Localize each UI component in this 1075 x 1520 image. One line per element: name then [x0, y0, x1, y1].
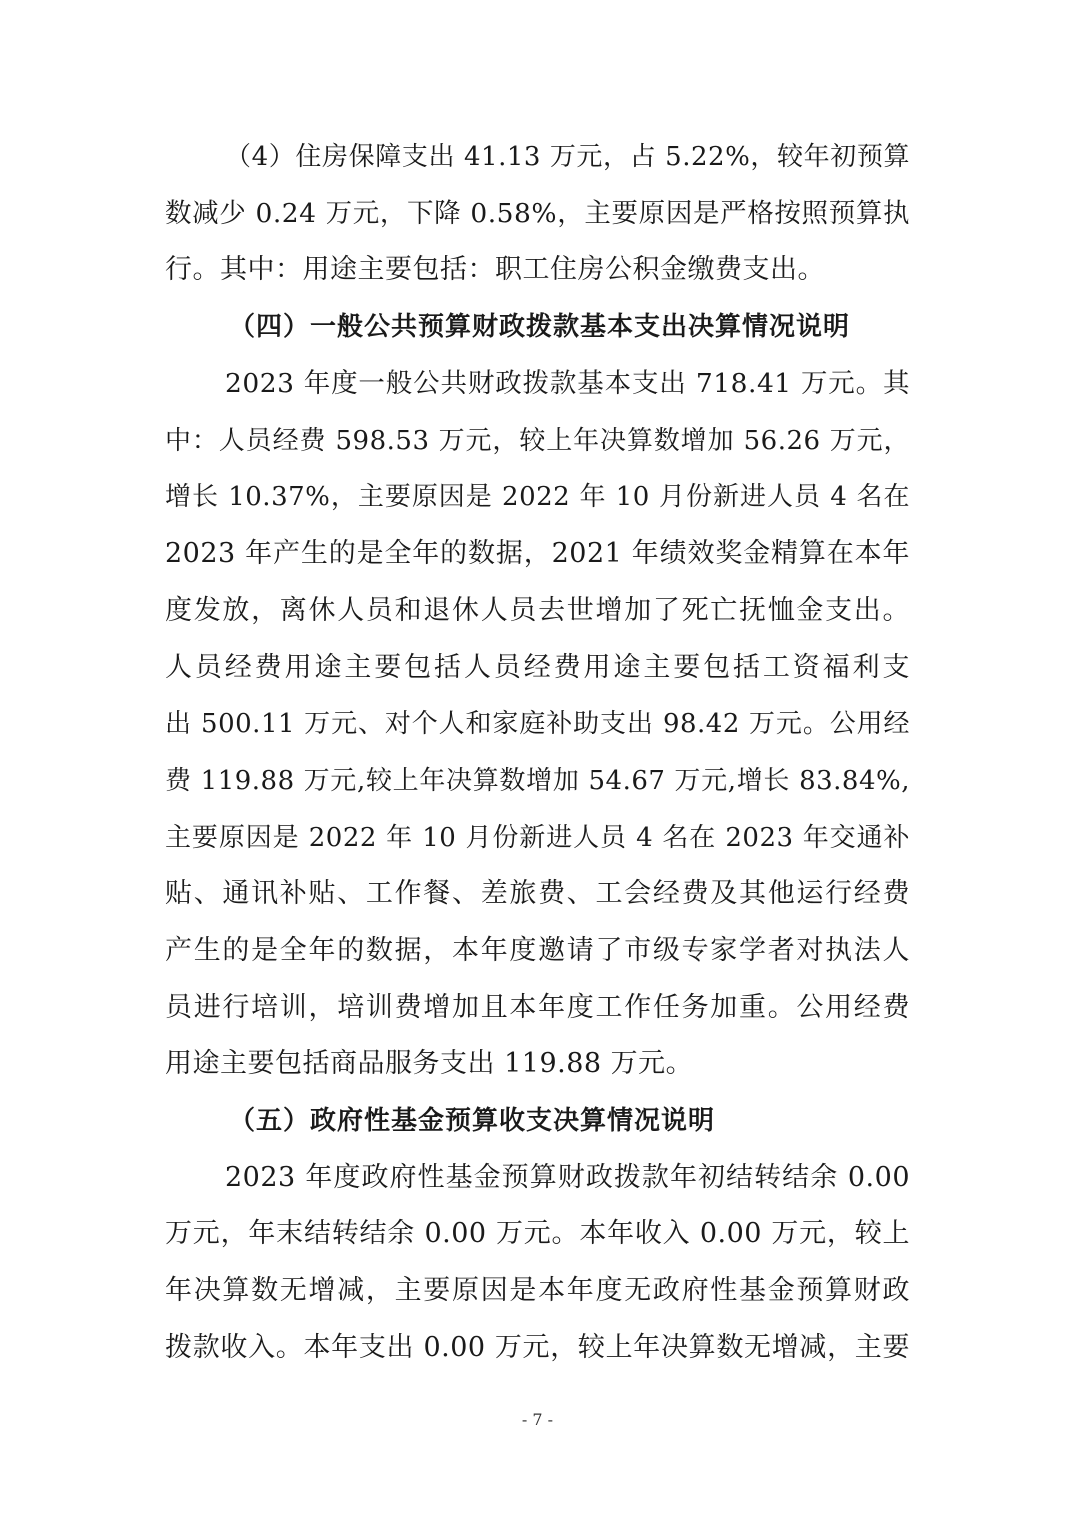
paragraph-fund-line: 万元，年末结转结余 0.00 万元。本年收入 0.00 万元，较上 [165, 1218, 910, 1249]
page-number: - 7 - [521, 1410, 554, 1429]
paragraph-basic-line: 费 119.88 万元,较上年决算数增加 54.67 万元,增长 83.84%, [165, 766, 910, 796]
paragraph-basic-line: 产生的是全年的数据，本年度邀请了市级专家学者对执法人 [165, 935, 910, 966]
paragraph-basic-line: 出 500.11 万元、对个人和家庭补助支出 98.42 万元。公用经 [165, 709, 910, 739]
paragraph-basic-line: 度发放，离休人员和退休人员去世增加了死亡抚恤金支出。 [165, 595, 910, 626]
paragraph-basic-line: 主要原因是 2022 年 10 月份新进人员 4 名在 2023 年交通补 [165, 823, 910, 853]
section-heading-4: （四）一般公共预算财政拨款基本支出决算情况说明 [229, 312, 851, 342]
paragraph-basic-line: 增长 10.37%，主要原因是 2022 年 10 月份新进人员 4 名在 [165, 482, 910, 512]
paragraph-basic-line: 用途主要包括商品服务支出 119.88 万元。 [165, 1048, 694, 1079]
paragraph-basic-line: 贴、通讯补贴、工作餐、差旅费、工会经费及其他运行经费 [165, 878, 910, 909]
paragraph-housing-line: 行。其中：用途主要包括：职工住房公积金缴费支出。 [165, 254, 825, 285]
paragraph-fund-line: 2023 年度政府性基金预算财政拨款年初结转结余 0.00 [225, 1162, 910, 1193]
section-heading-5: （五）政府性基金预算收支决算情况说明 [229, 1106, 716, 1136]
paragraph-housing-line: 数减少 0.24 万元，下降 0.58%，主要原因是严格按照预算执 [165, 198, 910, 229]
paragraph-basic-line: 员进行培训，培训费增加且本年度工作任务加重。公用经费 [165, 992, 910, 1023]
paragraph-basic-line: 2023 年度一般公共财政拨款基本支出 718.41 万元。其 [225, 368, 910, 399]
paragraph-fund-line: 拨款收入。本年支出 0.00 万元，较上年决算数无增减，主要 [165, 1332, 910, 1363]
paragraph-housing-line: （4）住房保障支出 41.13 万元，占 5.22%，较年初预算 [225, 142, 910, 172]
paragraph-basic-line: 人员经费用途主要包括人员经费用途主要包括工资福利支 [165, 652, 910, 683]
paragraph-basic-line: 中：人员经费 598.53 万元，较上年决算数增加 56.26 万元， [165, 426, 910, 456]
paragraph-basic-line: 2023 年产生的是全年的数据，2021 年绩效奖金精算在本年 [165, 538, 910, 569]
paragraph-fund-line: 年决算数无增减，主要原因是本年度无政府性基金预算财政 [165, 1275, 910, 1306]
